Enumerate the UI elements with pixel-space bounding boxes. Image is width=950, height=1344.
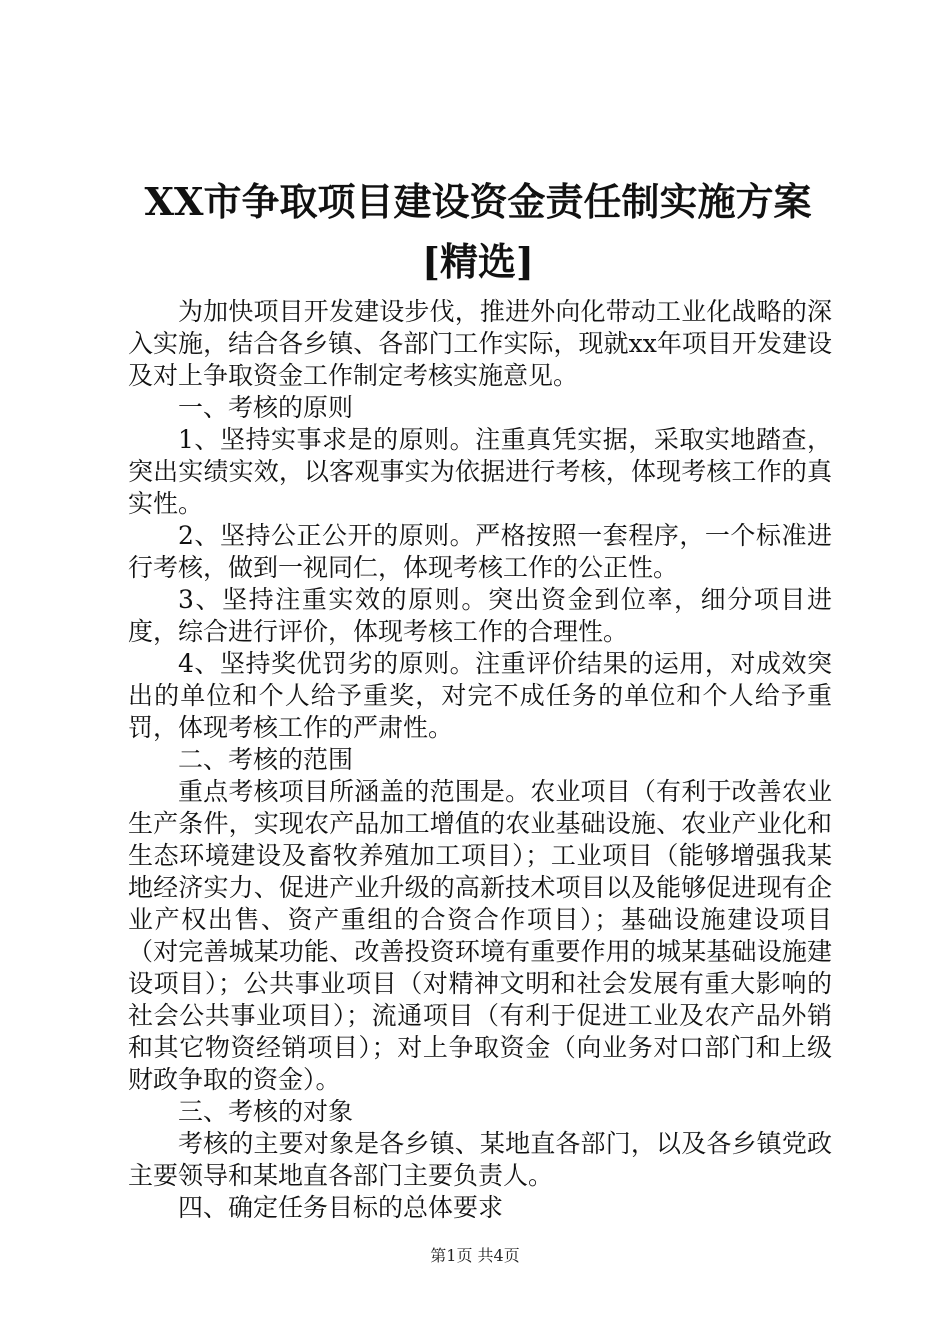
- section-heading-scope: 二、考核的范围: [178, 745, 354, 774]
- principle-4-paragraph: 4、坚持奖优罚劣的原则。注重评价结果的运用，对成效突出的单位和个人给予重奖，对完不成任务的单位和个人给予重罚，体现考核工作的严肃性。: [128, 649, 832, 742]
- section-heading-targets: 三、考核的对象: [178, 1097, 354, 1126]
- document-title: XX市争取项目建设资金责任制实施方案[精选]: [144, 179, 812, 284]
- principle-1-paragraph: 1、坚持实事求是的原则。注重真凭实据，采取实地踏查，突出实绩实效，以客观事实为依据进行考核，体现考核工作的真实性。: [128, 425, 832, 518]
- principle-2-paragraph: 2、坚持公正公开的原则。严格按照一套程序，一个标准进行考核，做到一视同仁，体现考核工作的公正性。: [128, 521, 832, 582]
- principle-3-paragraph: 3、坚持注重实效的原则。突出资金到位率，细分项目进度，综合进行评价，体现考核工作的合理性。: [128, 585, 832, 646]
- section-heading-principles: 一、考核的原则: [178, 393, 354, 422]
- document-body: [128, 296, 832, 1224]
- intro-paragraph: 为加快项目开发建设步伐，推进外向化带动工业化战略的深入实施，结合各乡镇、各部门工作实际，现就xx年项目开发建设及对上争取资金工作制定考核实施意见。: [128, 297, 832, 390]
- targets-paragraph: 考核的主要对象是各乡镇、某地直各部门，以及各乡镇党政主要领导和某地直各部门主要负责人。: [128, 1129, 832, 1190]
- page-footer: 第1页 共4页: [430, 1246, 520, 1265]
- scope-paragraph: 重点考核项目所涵盖的范围是。农业项目（有利于改善农业生产条件，实现农产品加工增值的农业基础设施、农业产业化和生态环境建设及畜牧养殖加工项目）；工业项目（能够增强我某地经济实力、促进产业升级的高新技术项目以及能够促进现有企业产权出售、资产重组的合资合作项目）；基础设施建设项目（对完善城某功能、改善投资环境有重要作用的城某基础设施建设项目）；公共事业项目（对精神文明和社会发展有重大影响的社会公共事业项目）；流通项目（有利于促进工业及农产品外销和其它物资经销项目）；对上争取资金（向业务对口部门和上级财政争取的资金）。: [128, 777, 832, 1094]
- section-heading-requirements: 四、确定任务目标的总体要求: [178, 1193, 504, 1222]
